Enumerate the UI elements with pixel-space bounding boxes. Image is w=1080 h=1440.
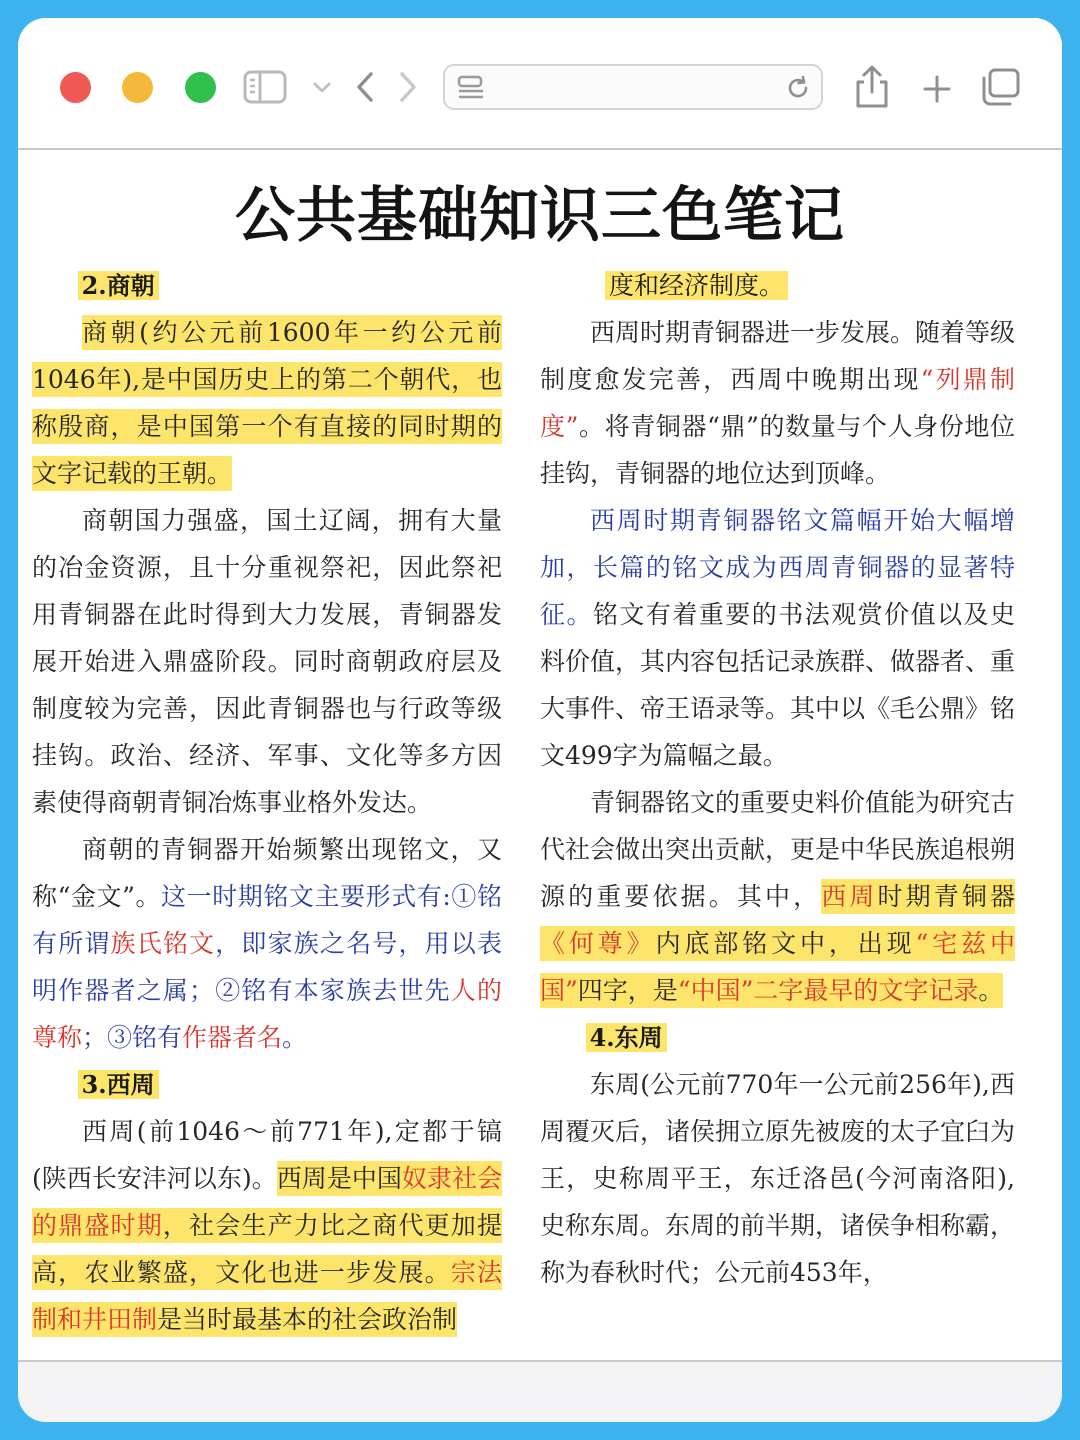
eastern-zhou-paragraph: 东周(公元前770年一公元前256年),西周覆灭后，诸侯拥立原先被废的太子宜臼为王，史称周平王，东迁洛邑(今河南洛阳),史称东周。东周的前半期，诸侯争相称霸，称为春秋时代；公元前453年， — [540, 1070, 1016, 1287]
sidebar-icon[interactable] — [243, 70, 287, 104]
chevron-down-icon[interactable] — [312, 81, 332, 95]
he-zun-paragraph: 青铜器铭文的重要史料价值能为研究古代社会做出突出贡献，更是中华民族追根朔源的重要依据。其中，西周时期青铜器《何尊》内底部铭文中，出现“宅兹中国”四字，是“中国”二字最早的文字记录。 — [540, 779, 1015, 1014]
new-tab-icon[interactable] — [922, 74, 952, 104]
continued-text: 度和经济制度。 — [540, 262, 1015, 309]
browser-bottom-bar — [18, 1360, 1062, 1422]
left-column — [32, 262, 502, 1343]
minimize-window-button[interactable] — [122, 72, 153, 103]
shang-intro-paragraph: 商朝(约公元前1600年一约公元前1046年),是中国历史上的第二个朝代，也称殷商，是中国第一个有直接的同时期的文字记载的王朝。 — [32, 309, 502, 497]
shang-bronze-paragraph: 商朝国力强盛，国土辽阔，拥有大量的冶金资源，且十分重视祭祀，因此祭祀用青铜器在此时得到大力发展，青铜器发展开始进入鼎盛阶段。同时商朝政府层及制度较为完善，因此青铜器也与行政等级挂钩。政治、经济、军事、文化等多方因素使得商朝青铜冶炼事业格外发达。 — [32, 506, 502, 817]
address-bar[interactable] — [443, 64, 823, 110]
reader-icon[interactable] — [457, 75, 487, 101]
browser-toolbar — [18, 18, 1062, 150]
close-window-button[interactable] — [60, 72, 91, 103]
inscription-length-paragraph: 西周时期青铜器铭文篇幅开始大幅增加，长篇的铭文成为西周青铜器的显著特征。铭文有着重要的书法观赏价值以及史料价值，其内容包括记录族群、做器者、重大事件、帝王语录等。其中以《毛公鼎》铭文499字为篇幅之最。 — [540, 506, 1016, 770]
western-zhou-intro-paragraph: 西周(前1046～前771年),定都于镐(陕西长安沣河以东)。西周是中国奴隶社会的鼎盛时期，社会生产力比之商代更加提高，农业繁盛，文化也进一步发展。宗法制和井田制是当时最基本的社会政治制 — [32, 1108, 502, 1343]
section-heading-shang: 2.商朝 — [32, 262, 502, 309]
zoom-window-button[interactable] — [185, 72, 216, 103]
right-column — [540, 262, 1015, 1296]
section-heading-eastern-zhou: 4.东周 — [540, 1014, 1015, 1061]
share-icon[interactable] — [850, 64, 894, 110]
back-icon[interactable] — [354, 70, 376, 104]
section-heading-western-zhou: 3.西周 — [32, 1061, 502, 1108]
tabs-overview-icon[interactable] — [978, 66, 1022, 108]
lieding-paragraph: 西周时期青铜器进一步发展。随着等级制度愈发完善，西周中晚期出现“列鼎制度”。将青铜器“鼎”的数量与个人身份地位挂钩，青铜器的地位达到顶峰。 — [540, 318, 1016, 488]
reload-icon[interactable] — [785, 75, 811, 101]
page-title: 公共基础知识三色笔记 — [235, 181, 845, 251]
shang-inscription-paragraph: 商朝的青铜器开始频繁出现铭文，又称“金文”。这一时期铭文主要形式有:①铭有所谓族氏铭文，即家族之名号，用以表明作器者之属；②铭有本家族去世先人的尊称；③铭有作器者名。 — [32, 835, 502, 1052]
forward-icon[interactable] — [397, 70, 419, 104]
